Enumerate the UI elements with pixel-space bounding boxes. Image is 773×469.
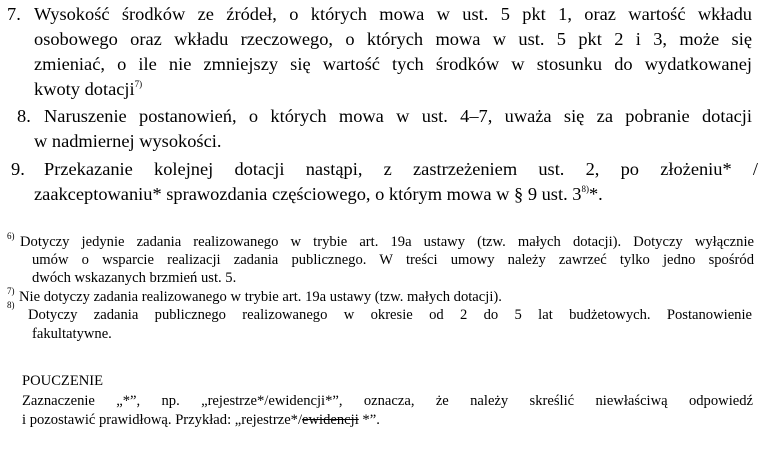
item-7-line-3: zmieniać, o ile nie zmniejszy się wartość tych środków w stosunku do wydatkowanej — [34, 54, 752, 74]
footnote-ref-8: 8) — [581, 183, 589, 194]
footnote-8-line-1: Dotyczy zadania publicznego realizowanego w okresie od 2 do 5 lat budżetowych. Postanowienie — [28, 307, 752, 323]
item-7-line-4 — [34, 78, 142, 101]
footnote-8-line-2: fakultatywne. — [32, 326, 112, 342]
item-9-suffix: *. — [588, 184, 603, 204]
item-7-line-1: Wysokość środków ze źródeł, o których mowa w ust. 5 pkt 1, oraz wartość wkładu — [34, 4, 752, 24]
pouczenie-struck-word: ewidencji — [302, 412, 359, 428]
pouczenie-line-1: Zaznaczenie „*”, np. „rejestrze*/ewidencji*”, oznacza, że należy skreślić niewłaściwą odpowiedź — [22, 393, 753, 409]
item-9-number: 9. — [11, 159, 25, 179]
item-9-line-2-text: zaakceptowaniu* sprawozdania częściowego, o którym mowa w § 9 ust. 3 — [34, 184, 582, 204]
item-7-line-4-text: kwoty dotacji — [34, 79, 135, 99]
pouczenie-line-2-suffix: *”. — [358, 412, 380, 428]
footnote-6-line-3: dwóch wskazanych brzmień ust. 5. — [32, 270, 237, 286]
item-9-line-1: Przekazanie kolejnej dotacji nastąpi, z zastrzeżeniem ust. 2, po złożeniu* / — [44, 159, 758, 179]
item-9-line-2 — [34, 183, 603, 206]
footnote-6-line-1: Dotyczy jedynie zadania realizowanego w trybie art. 19a ustawy (tzw. małych dotacji). Dotyczy wyłącznie — [20, 234, 754, 250]
item-8-number: 8. — [17, 106, 31, 126]
pouczenie-line-2 — [22, 411, 380, 429]
footnote-6-line-2: umów o wsparcie realizacji zadania publicznego. W treści umowy należy zawrzeć tylko jedno spośród — [32, 252, 754, 268]
pouczenie-heading: POUCZENIE — [22, 373, 104, 389]
item-8-line-1: Naruszenie postanowień, o których mowa w ust. 4–7, uważa się za pobranie dotacji — [44, 106, 752, 126]
footnote-ref-7: 7) — [134, 78, 143, 89]
item-7-line-2: osobowego oraz wkładu rzeczowego, o których mowa w ust. 5 pkt 2 i 3, może się — [34, 29, 752, 49]
footnote-7-line-1: Nie dotyczy zadania realizowanego w trybie art. 19a ustawy (tzw. małych dotacji). — [19, 289, 502, 305]
document-page: 7. Wysokość środków ze źródeł, o których mowa w ust. 5 pkt 1, oraz wartość wkładu osobowego oraz wkładu rzeczowego, o których mowa w ust. 5 pkt 2 i 3, może się zmieniać, o ile nie zmniejszy się wartość tych środków w stosunku do wydatkowanej kwoty dotacji$^{7)}$ 8. Naruszenie postanowień, o których mowa w ust. 4–7, uważa się za pobranie dotacji w nadmiernej wysokości. 9. Przekazanie kolejnej dotacji nastąpi, z zastrzeżeniem ust. 2, po złożeniu* / zaakceptowaniu* sprawozdania częściowego, o którym mowa w § 9 ust. 3$^{8)}$*. 6) Dotyczy jedynie zadania realizowanego w trybie art. 19a ustawy (tzw. małych dotacji). Dotyczy wyłącznie umów o wsparcie realizacji zadania publicznego. W treści umowy należy zawrzeć tylko jedno spośród dwóch wskazanych brzmień ust. 5. 7) Nie dotyczy zadania realizowanego w trybie art. 19a ustawy (tzw. małych dotacji). 8) Dotyczy zadania publicznego realizowanego w okresie od 2 do 5 lat budżetowych. Postanowienie fakultatywne. POUCZENIE Zaznaczenie „*”, np. „rejestrze*/ewidencji*”, oznacza, że należy skreślić niewłaściwą odpowiedź i pozostawić prawidłową. Przykład: „rejestrze*/ewidencji *”. — [7, 4, 758, 428]
item-8-line-2: w nadmiernej wysokości. — [34, 131, 222, 151]
item-7-number: 7. — [7, 4, 21, 24]
pouczenie-line-2-prefix: i pozostawić prawidłową. Przykład: „rejestrze*/ — [22, 412, 303, 428]
